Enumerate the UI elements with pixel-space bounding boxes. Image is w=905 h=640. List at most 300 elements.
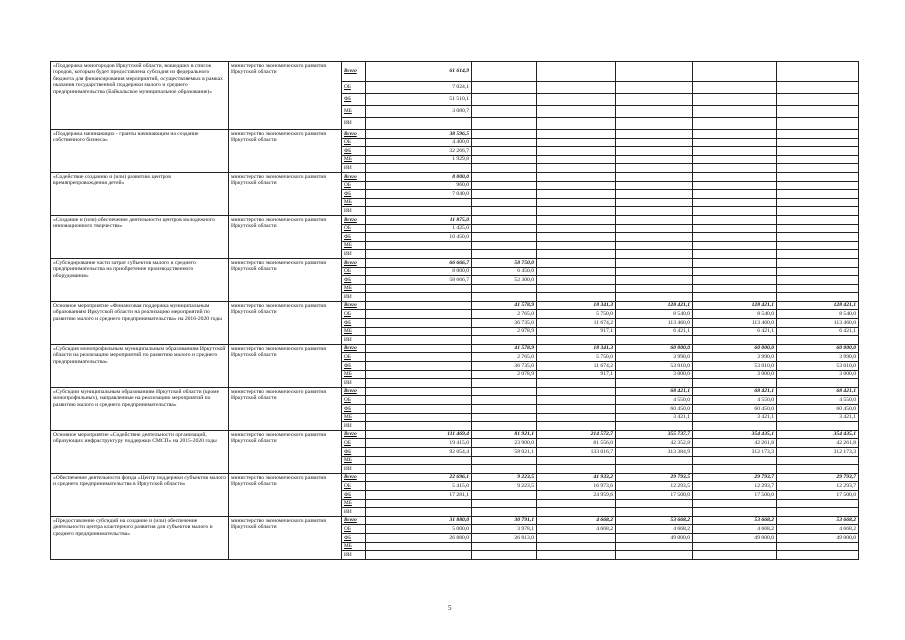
amount-cell: 60 000,0: [777, 344, 859, 353]
amount-cell: [693, 465, 777, 474]
amount-cell: 7 024,1: [366, 82, 472, 94]
amount-cell: 60 450,0: [616, 405, 693, 414]
amount-cell: [537, 499, 616, 508]
funding-source: Всего: [342, 172, 366, 181]
amount-cell: [777, 224, 859, 233]
funding-source: МБ: [342, 499, 366, 508]
activity-name: «Поддержка моногородов Иркутской области, вошедших в список городов, которым будет предоставлена субсидия из федерального бюджета для финансирования мероприятий, осуществляемых в рамках оказания государственной поддержки малого и среднего предпринимательства (Байкальское муниципальное образование)»: [51, 62, 229, 130]
amount-cell: [537, 542, 616, 551]
amount-cell: [777, 82, 859, 94]
amount-cell: [537, 284, 616, 293]
amount-cell: 42 352,8: [616, 439, 693, 448]
funding-source: ОБ: [342, 310, 366, 319]
amount-cell: [472, 106, 537, 118]
amount-cell: 312 173,3: [693, 447, 777, 456]
amount-cell: [366, 293, 472, 302]
amount-cell: 9 223,5: [472, 473, 537, 482]
amount-cell: [693, 276, 777, 285]
amount-cell: [366, 198, 472, 207]
amount-cell: [472, 215, 537, 224]
amount-cell: [777, 284, 859, 293]
amount-cell: [472, 62, 537, 82]
amount-cell: [693, 118, 777, 130]
amount-cell: [616, 147, 693, 156]
amount-cell: [616, 130, 693, 139]
amount-cell: 2 078,9: [472, 370, 537, 379]
amount-cell: [616, 456, 693, 465]
amount-cell: 4 400,0: [366, 138, 472, 147]
funding-source: МБ: [342, 370, 366, 379]
amount-cell: [472, 422, 537, 431]
amount-cell: [777, 422, 859, 431]
funding-source: ОБ: [342, 396, 366, 405]
amount-cell: [693, 82, 777, 94]
amount-cell: [693, 94, 777, 106]
amount-cell: [366, 379, 472, 388]
amount-cell: [537, 533, 616, 542]
amount-cell: 12 293,7: [777, 482, 859, 491]
amount-cell: 53 010,0: [616, 362, 693, 371]
amount-cell: [616, 233, 693, 242]
amount-cell: [366, 413, 472, 422]
amount-cell: [472, 508, 537, 517]
executor: министерство экономического развития Иркутской области: [229, 172, 342, 215]
amount-cell: [366, 405, 472, 414]
amount-cell: 68 421,1: [616, 387, 693, 396]
funding-source: ИИ: [342, 379, 366, 388]
amount-cell: [537, 413, 616, 422]
amount-cell: [537, 258, 616, 267]
amount-cell: [777, 258, 859, 267]
amount-cell: [472, 499, 537, 508]
amount-cell: [472, 241, 537, 250]
amount-cell: 16 973,6: [537, 482, 616, 491]
table-row: [51, 344, 859, 353]
amount-cell: [537, 396, 616, 405]
amount-cell: 53 010,0: [693, 362, 777, 371]
amount-cell: [537, 106, 616, 118]
amount-cell: 17 500,0: [693, 490, 777, 499]
amount-cell: 17 500,0: [777, 490, 859, 499]
funding-source: МБ: [342, 413, 366, 422]
amount-cell: 22 696,1: [366, 473, 472, 482]
amount-cell: 6 421,1: [777, 327, 859, 336]
amount-cell: [472, 336, 537, 345]
amount-cell: [777, 293, 859, 302]
amount-cell: [693, 164, 777, 173]
funding-source: ФБ: [342, 147, 366, 156]
amount-cell: [693, 106, 777, 118]
amount-cell: [616, 198, 693, 207]
amount-cell: [693, 207, 777, 216]
amount-cell: [472, 164, 537, 173]
amount-cell: [472, 542, 537, 551]
amount-cell: [472, 94, 537, 106]
funding-source: ОБ: [342, 138, 366, 147]
table-row: [51, 62, 859, 82]
amount-cell: [777, 106, 859, 118]
amount-cell: [537, 198, 616, 207]
amount-cell: [616, 62, 693, 82]
amount-cell: [693, 62, 777, 82]
amount-cell: 113 460,0: [616, 319, 693, 328]
amount-cell: 5 750,0: [537, 310, 616, 319]
amount-cell: [616, 181, 693, 190]
amount-cell: [777, 336, 859, 345]
funding-source: МБ: [342, 284, 366, 293]
amount-cell: [616, 465, 693, 474]
amount-cell: [693, 456, 777, 465]
amount-cell: [366, 327, 472, 336]
amount-cell: [616, 422, 693, 431]
amount-cell: [537, 267, 616, 276]
amount-cell: 11 674,2: [537, 319, 616, 328]
amount-cell: [472, 293, 537, 302]
amount-cell: 917,1: [537, 370, 616, 379]
funding-source: ФБ: [342, 447, 366, 456]
amount-cell: 60 000,0: [616, 344, 693, 353]
amount-cell: 51 510,1: [366, 94, 472, 106]
amount-cell: 3 990,0: [777, 353, 859, 362]
amount-cell: 3 000,0: [693, 370, 777, 379]
amount-cell: [472, 130, 537, 139]
amount-cell: [777, 499, 859, 508]
amount-cell: [472, 387, 537, 396]
funding-source: ФБ: [342, 362, 366, 371]
amount-cell: [537, 190, 616, 199]
funding-source: ФБ: [342, 405, 366, 414]
amount-cell: 49 000,0: [693, 533, 777, 542]
amount-cell: [616, 542, 693, 551]
amount-cell: 42 261,8: [777, 439, 859, 448]
funding-source: ИИ: [342, 250, 366, 259]
amount-cell: [616, 118, 693, 130]
amount-cell: 312 173,3: [777, 447, 859, 456]
amount-cell: [366, 118, 472, 130]
funding-source: ФБ: [342, 490, 366, 499]
amount-cell: [616, 250, 693, 259]
amount-cell: [472, 551, 537, 560]
amount-cell: [472, 396, 537, 405]
amount-cell: [693, 224, 777, 233]
funding-source: ФБ: [342, 94, 366, 106]
amount-cell: [537, 405, 616, 414]
amount-cell: [616, 164, 693, 173]
amount-cell: 58 750,0: [472, 258, 537, 267]
amount-cell: 917,1: [537, 327, 616, 336]
amount-cell: [537, 138, 616, 147]
amount-cell: 4 550,0: [616, 396, 693, 405]
amount-cell: [777, 198, 859, 207]
funding-source: Всего: [342, 130, 366, 139]
funding-source: МБ: [342, 106, 366, 118]
amount-cell: 4 668,2: [537, 516, 616, 525]
amount-cell: [616, 276, 693, 285]
table-row: [51, 387, 859, 396]
amount-cell: [537, 456, 616, 465]
amount-cell: 128 421,1: [693, 301, 777, 310]
amount-cell: 53 668,2: [693, 516, 777, 525]
amount-cell: 38 596,5: [366, 130, 472, 139]
activity-name: «Создание и (или) обеспечение деятельности центров молодежного инновационного творчества»: [51, 215, 229, 258]
amount-cell: 41 578,9: [472, 301, 537, 310]
amount-cell: [472, 172, 537, 181]
amount-cell: 17 281,1: [366, 490, 472, 499]
amount-cell: [472, 413, 537, 422]
funding-source: МБ: [342, 327, 366, 336]
executor: министерство экономического развития Иркутской области: [229, 215, 342, 258]
amount-cell: [472, 138, 537, 147]
amount-cell: [616, 499, 693, 508]
executor: министерство экономического развития Иркутской области: [229, 473, 342, 516]
amount-cell: 42 261,8: [693, 439, 777, 448]
amount-cell: 313 384,9: [616, 447, 693, 456]
table-row: [51, 473, 859, 482]
funding-source: Всего: [342, 258, 366, 267]
amount-cell: 960,0: [366, 181, 472, 190]
amount-cell: [472, 207, 537, 216]
table-row: [51, 430, 859, 439]
table-row: [51, 130, 859, 139]
amount-cell: [693, 336, 777, 345]
funding-source: МБ: [342, 155, 366, 164]
amount-cell: 36 735,0: [472, 319, 537, 328]
amount-cell: 29 793,7: [777, 473, 859, 482]
amount-cell: [616, 155, 693, 164]
funding-source: МБ: [342, 241, 366, 250]
amount-cell: 53 668,2: [616, 516, 693, 525]
funding-source: Всего: [342, 62, 366, 82]
amount-cell: [366, 499, 472, 508]
funding-source: Всего: [342, 344, 366, 353]
amount-cell: 1 425,0: [366, 224, 472, 233]
amount-cell: [366, 456, 472, 465]
amount-cell: [366, 387, 472, 396]
amount-cell: [366, 164, 472, 173]
amount-cell: [537, 172, 616, 181]
amount-cell: 18 341,3: [537, 301, 616, 310]
amount-cell: [537, 181, 616, 190]
funding-source: ИИ: [342, 336, 366, 345]
amount-cell: 12 293,5: [616, 482, 693, 491]
table-row: [51, 258, 859, 267]
amount-cell: [616, 551, 693, 560]
amount-cell: 111 469,4: [366, 430, 472, 439]
funding-source: ОБ: [342, 439, 366, 448]
amount-cell: [616, 172, 693, 181]
executor: министерство экономического развития Иркутской области: [229, 344, 342, 387]
amount-cell: 30 791,1: [472, 516, 537, 525]
amount-cell: [537, 118, 616, 130]
amount-cell: [693, 250, 777, 259]
activity-name: «Предоставление субсидий на создание и (или) обеспечение деятельности центра кластерного развития для субъектов малого и среднего предпринимательства»: [51, 516, 229, 559]
activity-name: «Содействие созданию и (или) развитию центров времяпрепровождения детей»: [51, 172, 229, 215]
amount-cell: [616, 258, 693, 267]
amount-cell: [693, 293, 777, 302]
funding-source: ФБ: [342, 319, 366, 328]
amount-cell: [693, 422, 777, 431]
funding-source: ФБ: [342, 533, 366, 542]
activity-name: «Субсидирование части затрат субъектов малого и среднего предпринимательства на приобретение производственного оборудования»: [51, 258, 229, 301]
amount-cell: [693, 267, 777, 276]
amount-cell: [472, 224, 537, 233]
amount-cell: 58 666,7: [366, 276, 472, 285]
amount-cell: [537, 551, 616, 560]
amount-cell: [777, 276, 859, 285]
amount-cell: [616, 224, 693, 233]
amount-cell: [537, 224, 616, 233]
amount-cell: 8 540,0: [616, 310, 693, 319]
amount-cell: 19 415,0: [366, 439, 472, 448]
amount-cell: [366, 551, 472, 560]
amount-cell: [616, 207, 693, 216]
amount-cell: [693, 542, 777, 551]
amount-cell: 133 016,7: [537, 447, 616, 456]
amount-cell: 354 435,1: [693, 430, 777, 439]
amount-cell: 4 668,2: [537, 525, 616, 534]
amount-cell: [472, 147, 537, 156]
executor: министерство экономического развития Иркутской области: [229, 301, 342, 344]
funding-source: ИИ: [342, 118, 366, 130]
amount-cell: [616, 336, 693, 345]
executor: министерство экономического развития Иркутской области: [229, 130, 342, 173]
amount-cell: [777, 241, 859, 250]
amount-cell: [472, 456, 537, 465]
amount-cell: 6 421,1: [693, 327, 777, 336]
amount-cell: 66 666,7: [366, 258, 472, 267]
amount-cell: [777, 456, 859, 465]
activity-name: «Субсидия монопрофильным муниципальным образованиям Иркутской области на реализацию мероприятий по развитию малого и среднего предпринимательства»: [51, 344, 229, 387]
amount-cell: 60 450,0: [777, 405, 859, 414]
amount-cell: 41 578,9: [472, 344, 537, 353]
amount-cell: [693, 172, 777, 181]
amount-cell: 61 614,9: [366, 62, 472, 82]
amount-cell: 11 674,2: [537, 362, 616, 371]
amount-cell: 4 550,0: [777, 396, 859, 405]
amount-cell: [693, 508, 777, 517]
funding-source: ИИ: [342, 465, 366, 474]
amount-cell: [693, 284, 777, 293]
amount-cell: [777, 250, 859, 259]
funding-source: ОБ: [342, 181, 366, 190]
amount-cell: 52 300,0: [472, 276, 537, 285]
amount-cell: 81 556,0: [537, 439, 616, 448]
amount-cell: 3 421,1: [777, 413, 859, 422]
executor: министерство экономического развития Иркутской области: [229, 62, 342, 130]
funding-source: Всего: [342, 301, 366, 310]
amount-cell: 8 000,0: [366, 267, 472, 276]
amount-cell: 4 668,2: [693, 525, 777, 534]
amount-cell: 6 421,1: [616, 327, 693, 336]
amount-cell: [472, 405, 537, 414]
amount-cell: [537, 62, 616, 82]
amount-cell: [472, 82, 537, 94]
amount-cell: [777, 130, 859, 139]
funding-source: ИИ: [342, 293, 366, 302]
amount-cell: 3 990,0: [693, 353, 777, 362]
amount-cell: 2 765,0: [472, 310, 537, 319]
amount-cell: 3 978,1: [472, 525, 537, 534]
amount-cell: [366, 542, 472, 551]
amount-cell: 7 040,0: [366, 190, 472, 199]
amount-cell: [693, 499, 777, 508]
amount-cell: 3 990,0: [616, 353, 693, 362]
amount-cell: [777, 138, 859, 147]
amount-cell: 68 421,1: [693, 387, 777, 396]
amount-cell: [777, 181, 859, 190]
amount-cell: [366, 465, 472, 474]
amount-cell: 29 793,7: [693, 473, 777, 482]
amount-cell: [366, 370, 472, 379]
funding-source: ИИ: [342, 508, 366, 517]
amount-cell: [537, 207, 616, 216]
amount-cell: 81 921,1: [472, 430, 537, 439]
amount-cell: [777, 172, 859, 181]
executor: министерство экономического развития Иркутской области: [229, 516, 342, 559]
amount-cell: 26 813,0: [472, 533, 537, 542]
amount-cell: [693, 241, 777, 250]
amount-cell: [616, 241, 693, 250]
amount-cell: [366, 362, 472, 371]
amount-cell: [537, 293, 616, 302]
amount-cell: [616, 293, 693, 302]
amount-cell: [777, 207, 859, 216]
amount-cell: 12 293,7: [693, 482, 777, 491]
amount-cell: [537, 215, 616, 224]
amount-cell: [616, 379, 693, 388]
funding-source: МБ: [342, 542, 366, 551]
amount-cell: 3 080,7: [366, 106, 472, 118]
amount-cell: 5 750,0: [537, 353, 616, 362]
amount-cell: 6 450,0: [472, 267, 537, 276]
amount-cell: 32 266,7: [366, 147, 472, 156]
amount-cell: 23 900,0: [472, 439, 537, 448]
amount-cell: [537, 422, 616, 431]
amount-cell: 3 421,1: [616, 413, 693, 422]
table-row: [51, 215, 859, 224]
activity-name: «Обеспечение деятельности фонда «Центр поддержки субъектов малого и среднего предпринимательства в Иркутской области»: [51, 473, 229, 516]
amount-cell: 18 341,3: [537, 344, 616, 353]
funding-source: Всего: [342, 473, 366, 482]
amount-cell: [693, 198, 777, 207]
amount-cell: 60 450,0: [693, 405, 777, 414]
funding-source: ОБ: [342, 224, 366, 233]
amount-cell: [693, 190, 777, 199]
funding-source: ОБ: [342, 267, 366, 276]
page-number: 5: [448, 604, 452, 612]
amount-cell: 113 460,0: [693, 319, 777, 328]
amount-cell: 128 421,1: [777, 301, 859, 310]
executor: министерство экономического развития Иркутской области: [229, 387, 342, 430]
amount-cell: [472, 233, 537, 242]
amount-cell: 36 735,0: [472, 362, 537, 371]
amount-cell: [366, 301, 472, 310]
amount-cell: [777, 118, 859, 130]
amount-cell: [537, 164, 616, 173]
amount-cell: [472, 379, 537, 388]
amount-cell: 5 415,0: [366, 482, 472, 491]
amount-cell: 3 421,1: [693, 413, 777, 422]
amount-cell: 2 078,9: [472, 327, 537, 336]
funding-source: ФБ: [342, 190, 366, 199]
amount-cell: 355 737,7: [616, 430, 693, 439]
amount-cell: [537, 233, 616, 242]
amount-cell: [777, 94, 859, 106]
funding-source: ОБ: [342, 525, 366, 534]
amount-cell: [472, 490, 537, 499]
amount-cell: [616, 138, 693, 147]
activity-name: Основное мероприятие «Содействие деятельности организаций, образующих инфраструктуру поддержки СМСП» на 2015-2020 годы: [51, 430, 229, 473]
